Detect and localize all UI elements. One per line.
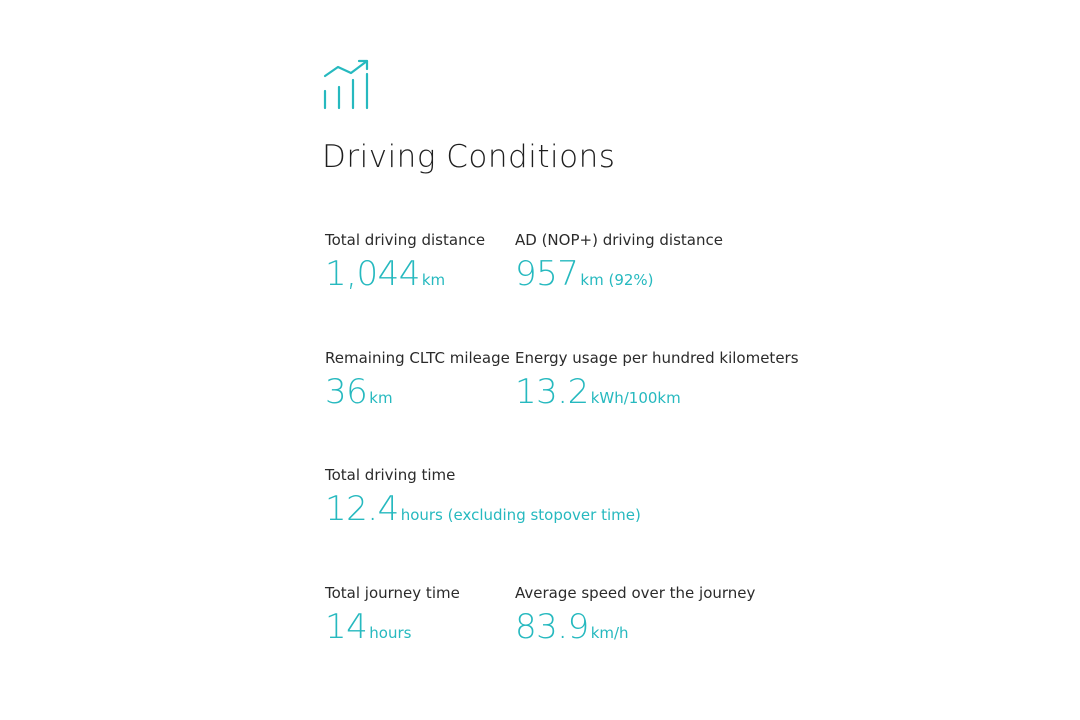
stat-unit: km <box>369 389 393 407</box>
stat-energy-usage <box>515 348 799 418</box>
stat-unit: km (92%) <box>580 271 654 289</box>
stat-label: Average speed over the journey <box>515 584 756 602</box>
stat-total-journey-time <box>325 583 460 653</box>
stat-value <box>325 254 485 300</box>
stat-unit: hours (excluding stopover time) <box>400 506 641 524</box>
page-title: Driving Conditions <box>322 139 616 175</box>
stat-number: 13.2 <box>515 372 589 412</box>
stat-number: 14 <box>325 607 368 647</box>
stat-label: Total journey time <box>325 584 460 602</box>
stat-label: Remaining CLTC mileage <box>325 349 510 367</box>
stat-value <box>325 372 510 418</box>
stat-unit: km <box>421 271 446 289</box>
stat-label: AD (NOP+) driving distance <box>515 231 723 249</box>
bar-chart-trend-icon <box>322 58 372 110</box>
stat-ad-driving-distance <box>515 230 723 300</box>
stat-unit: kWh/100km <box>590 389 681 407</box>
stat-total-driving-distance <box>325 230 485 300</box>
stat-unit: hours <box>369 624 412 642</box>
stat-label: Energy usage per hundred kilometers <box>515 349 799 367</box>
stat-number: 1,044 <box>325 254 420 294</box>
stat-remaining-cltc-mileage <box>325 348 510 418</box>
stat-number: 12.4 <box>325 489 399 529</box>
stat-number: 36 <box>325 372 368 412</box>
stat-value <box>515 607 755 653</box>
stat-value <box>325 489 641 535</box>
stat-value <box>325 607 460 653</box>
stat-value <box>515 372 799 418</box>
stat-label: Total driving distance <box>325 231 486 249</box>
stat-average-speed <box>515 583 755 653</box>
stat-number: 957 <box>515 254 579 294</box>
stat-total-driving-time <box>325 465 641 535</box>
stat-number: 83.9 <box>515 607 589 647</box>
stat-value <box>515 254 723 300</box>
stat-label: Total driving time <box>325 466 456 484</box>
stat-unit: km/h <box>590 624 629 642</box>
